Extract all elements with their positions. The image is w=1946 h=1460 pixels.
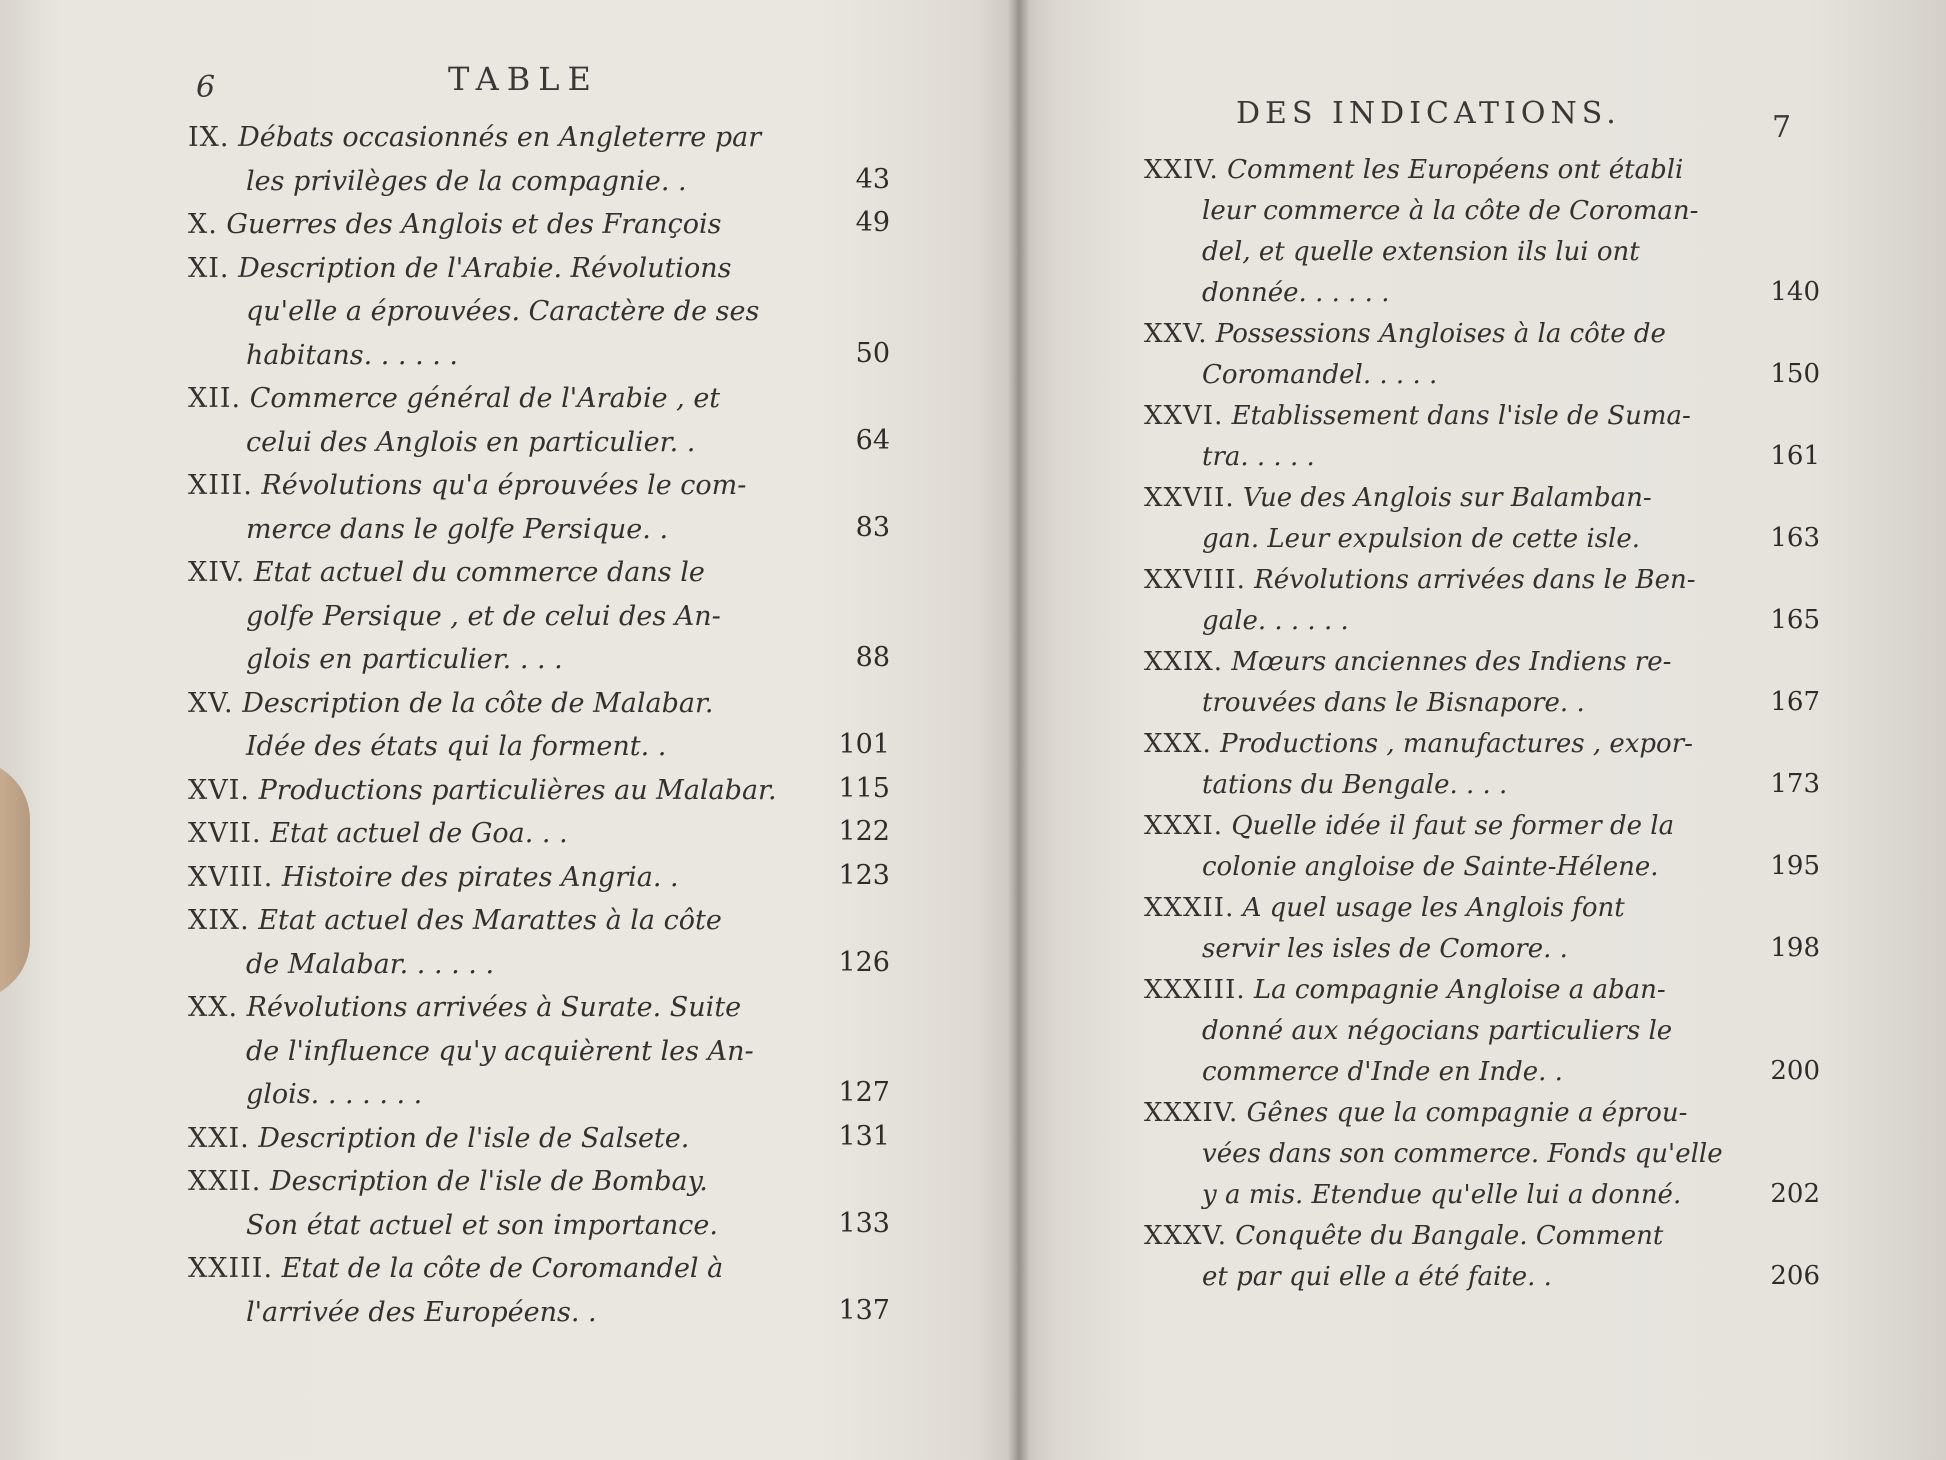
toc-page-number: 122 xyxy=(838,816,890,847)
toc-entry xyxy=(188,377,720,464)
toc-entry xyxy=(1144,970,1672,1093)
toc-entry-text: Etat actuel du commerce dans le xyxy=(253,557,705,588)
toc-entry xyxy=(1144,724,1693,806)
toc-entry-text: La compagnie Angloise a aban- xyxy=(1253,975,1666,1005)
toc-entry-text: Quelle idée il faut se former de la xyxy=(1231,811,1675,841)
toc-entry-number: IX. xyxy=(188,122,230,153)
right-page xyxy=(1018,0,1946,1460)
toc-entry xyxy=(188,551,721,682)
toc-page-number: 43 xyxy=(855,163,890,195)
toc-entry-number: XX. xyxy=(188,992,239,1023)
toc-entry-number: XIII. xyxy=(188,470,253,501)
toc-entry-text: les privilèges de la compagnie. . xyxy=(246,165,687,197)
toc-entry xyxy=(188,682,714,769)
toc-entry-text: del, et quelle extension ils lui ont xyxy=(1202,237,1640,267)
toc-entry-number: XXVIII. xyxy=(1144,565,1246,595)
toc-entry-text: Etat actuel de Goa. . . xyxy=(270,818,568,849)
toc-entry-number: XXIX. xyxy=(1144,647,1224,677)
toc-entry-text: habitans. . . . . . xyxy=(246,339,459,371)
toc-entry xyxy=(1144,888,1625,970)
toc-entry-text: Conquête du Bangale. Comment xyxy=(1235,1221,1664,1251)
toc-entry-text: Description de la côte de Malabar. xyxy=(242,687,714,719)
toc-entry xyxy=(188,769,777,813)
toc-entry xyxy=(188,899,722,986)
thumb xyxy=(0,760,30,1000)
toc-entry xyxy=(1144,642,1671,724)
left-page-number: 6 xyxy=(196,70,216,105)
toc-entry-text: golfe Persique , et de celui des An- xyxy=(246,600,721,632)
toc-entry-text: Idée des états qui la forment. . xyxy=(246,731,667,762)
toc-entry-text: Révolutions arrivées dans le Ben- xyxy=(1254,565,1696,595)
toc-entry-number: XXXII. xyxy=(1144,893,1235,923)
toc-entry-text: Débats occasionnés en Angleterre par xyxy=(238,122,762,153)
toc-page-number: 115 xyxy=(838,772,890,804)
toc-page-number: 150 xyxy=(1770,359,1820,389)
toc-page-number: 167 xyxy=(1770,687,1820,717)
toc-entry xyxy=(188,986,754,1117)
toc-entry xyxy=(1144,396,1691,478)
toc-entry-number: XVI. xyxy=(188,774,250,806)
toc-entry-text: A quel usage les Anglois font xyxy=(1242,893,1625,923)
toc-page-number: 101 xyxy=(838,729,890,760)
toc-entry-text: donné aux négocians particuliers le xyxy=(1202,1016,1673,1046)
toc-entry-text: vées dans son commerce. Fonds qu'elle xyxy=(1202,1139,1723,1169)
toc-entry-number: XXVI. xyxy=(1144,401,1224,431)
toc-page-number: 206 xyxy=(1770,1261,1820,1291)
toc-entry-number: XXVII. xyxy=(1144,483,1235,513)
toc-entry xyxy=(188,116,761,203)
toc-entry-text: Description de l'isle de Bombay. xyxy=(269,1166,708,1197)
toc-page-number: 200 xyxy=(1770,1056,1820,1086)
toc-entry-text: servir les isles de Comore. . xyxy=(1202,934,1568,964)
toc-entry-number: XXII. xyxy=(188,1166,262,1197)
left-running-head: TABLE xyxy=(448,60,599,98)
toc-entry-text: Guerres des Anglois et des François xyxy=(226,209,722,240)
toc-entry-number: XIV. xyxy=(188,557,246,588)
toc-entry xyxy=(1144,1216,1663,1298)
toc-entry-text: merce dans le golfe Persique. . xyxy=(246,513,669,545)
toc-entry-text: Possessions Angloises à la côte de xyxy=(1215,319,1666,349)
toc-page-number: 165 xyxy=(1770,605,1820,635)
toc-entry-number: XXX. xyxy=(1144,729,1212,759)
toc-page-number: 163 xyxy=(1770,523,1820,553)
toc-entry-text: Productions , manufactures , expor- xyxy=(1220,729,1693,759)
right-page-number: 7 xyxy=(1772,110,1792,145)
toc-page-number: 126 xyxy=(838,946,890,978)
toc-entry-text: colonie angloise de Sainte-Hélene. xyxy=(1202,852,1659,882)
toc-entry xyxy=(188,203,722,247)
toc-entry-text: l'arrivée des Européens. . xyxy=(246,1296,597,1328)
toc-entry-text: Gênes que la compagnie a éprou- xyxy=(1246,1098,1688,1128)
toc-entry-number: XI. xyxy=(188,252,230,284)
toc-entry-number: XII. xyxy=(188,383,242,414)
book-gutter xyxy=(1008,0,1030,1460)
toc-entry-text: trouvées dans le Bisnapore. . xyxy=(1202,688,1585,718)
toc-entry xyxy=(188,856,679,900)
toc-entry-text: glois en particulier. . . . xyxy=(246,644,563,675)
toc-entry-text: Etat actuel des Marattes à la côte xyxy=(258,905,722,936)
toc-entry xyxy=(1144,806,1674,888)
toc-page-number: 50 xyxy=(855,337,890,369)
toc-entry xyxy=(1144,314,1666,396)
toc-entry-text: donnée. . . . . . xyxy=(1202,278,1390,308)
toc-entry xyxy=(188,1160,718,1247)
toc-entry-text: Description de l'isle de Salsete. xyxy=(258,1122,690,1154)
toc-entry-number: XXXV. xyxy=(1144,1221,1228,1251)
toc-entry-text: Révolutions arrivées à Surate. Suite xyxy=(246,992,742,1023)
toc-entry-text: Révolutions qu'a éprouvées le com- xyxy=(261,470,747,501)
toc-entry-text: commerce d'Inde en Inde. . xyxy=(1202,1057,1563,1087)
toc-entry-text: tra. . . . . xyxy=(1202,442,1315,472)
toc-entry xyxy=(188,812,568,856)
toc-entry-number: XXXIII. xyxy=(1144,975,1246,1005)
toc-entry-number: XXXI. xyxy=(1144,811,1224,841)
toc-page-number: 133 xyxy=(838,1207,890,1239)
toc-entry-text: leur commerce à la côte de Coroman- xyxy=(1202,196,1699,226)
toc-page-number: 131 xyxy=(838,1120,890,1152)
toc-entry xyxy=(188,1117,689,1161)
toc-entry-number: XVII. xyxy=(188,818,262,849)
toc-entry-text: et par qui elle a été faite. . xyxy=(1202,1262,1552,1292)
toc-entry-text: celui des Anglois en particulier. . xyxy=(246,426,696,458)
toc-entry-text: Commerce général de l'Arabie , et xyxy=(249,383,721,414)
toc-entry-text: Comment les Européens ont établi xyxy=(1227,155,1684,185)
toc-entry-number: XXXIV. xyxy=(1144,1098,1239,1128)
toc-entry-text: qu'elle a éprouvées. Caractère de ses xyxy=(246,296,760,327)
toc-entry-text: gale. . . . . . xyxy=(1202,606,1349,636)
toc-page-number: 198 xyxy=(1770,933,1820,963)
toc-entry-text: Mœurs anciennes des Indiens re- xyxy=(1231,647,1672,677)
toc-entry-number: X. xyxy=(188,209,218,240)
toc-page-number: 202 xyxy=(1770,1179,1820,1209)
toc-entry-text: Etat de la côte de Coromandel à xyxy=(281,1253,724,1284)
toc-entry-number: XV. xyxy=(188,687,234,719)
toc-entry xyxy=(188,464,746,551)
toc-page-number: 127 xyxy=(838,1077,890,1108)
toc-entry xyxy=(188,247,759,378)
toc-entry xyxy=(1144,560,1696,642)
toc-entry xyxy=(188,1247,723,1334)
toc-entry-text: Productions particulières au Malabar. xyxy=(258,774,777,806)
toc-entry-number: XVIII. xyxy=(188,861,274,893)
toc-entry xyxy=(1144,478,1652,560)
toc-entry xyxy=(1144,1093,1723,1216)
toc-entry-text: tations du Bengale. . . . xyxy=(1202,770,1508,800)
toc-entry-text: glois. . . . . . . xyxy=(246,1079,423,1110)
toc-page-number: 88 xyxy=(855,642,890,673)
toc-entry-text: gan. Leur expulsion de cette isle. xyxy=(1202,524,1641,554)
toc-page-number: 83 xyxy=(855,511,890,543)
toc-entry-text: Coromandel. . . . . xyxy=(1202,360,1438,390)
toc-entry-number: XXV. xyxy=(1144,319,1208,349)
toc-page-number: 173 xyxy=(1770,769,1820,799)
toc-entry-number: XXIV. xyxy=(1144,155,1219,185)
toc-entry-number: XXI. xyxy=(188,1122,250,1154)
toc-page-number: 123 xyxy=(838,859,890,891)
toc-entry-text: de l'influence qu'y acquièrent les An- xyxy=(246,1035,754,1067)
toc-page-number: 137 xyxy=(838,1294,890,1326)
toc-entry-text: Histoire des pirates Angria. . xyxy=(281,861,679,893)
toc-page-number: 140 xyxy=(1770,277,1820,307)
toc-entry-text: y a mis. Etendue qu'elle lui a donné. xyxy=(1202,1180,1682,1210)
toc-page-number: 161 xyxy=(1770,441,1820,471)
right-running-head: DES INDICATIONS. xyxy=(1236,96,1621,131)
toc-page-number: 49 xyxy=(855,207,890,238)
toc-entry xyxy=(1144,150,1698,314)
toc-page-number: 195 xyxy=(1770,851,1820,881)
toc-entry-text: Vue des Anglois sur Balamban- xyxy=(1242,483,1652,513)
toc-entry-text: Description de l'Arabie. Révolutions xyxy=(238,252,732,284)
toc-entry-text: Son état actuel et son importance. xyxy=(246,1209,718,1241)
toc-entry-number: XXIII. xyxy=(188,1253,274,1284)
toc-entry-text: de Malabar. . . . . . xyxy=(246,948,495,980)
toc-entry-number: XIX. xyxy=(188,905,250,936)
toc-entry-text: Etablissement dans l'isle de Suma- xyxy=(1231,401,1691,431)
toc-page-number: 64 xyxy=(855,424,890,456)
